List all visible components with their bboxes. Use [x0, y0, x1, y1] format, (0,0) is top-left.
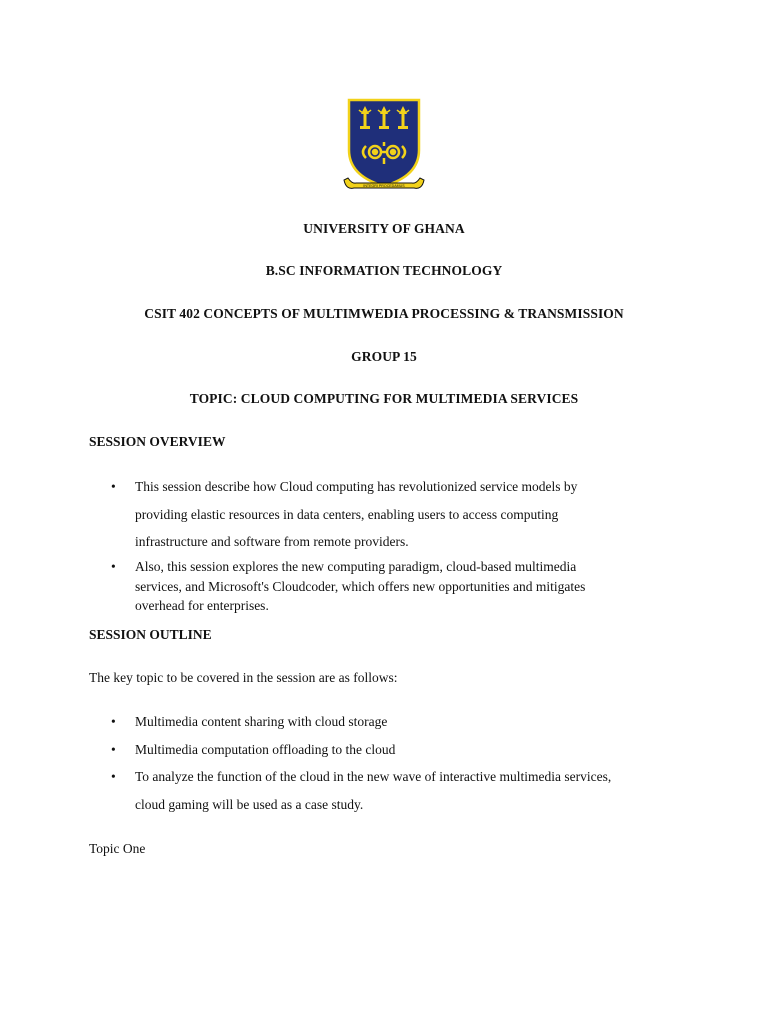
bullet-icon: •: [111, 769, 116, 784]
overview-list-continued: [89, 557, 679, 616]
bullet-icon: •: [111, 714, 116, 729]
university-crest-logo: [342, 98, 426, 198]
overview-list: [89, 473, 679, 556]
bullet-icon: •: [111, 479, 116, 494]
list-item-line: Also, this session explores the new computing paradigm, cloud-based multimedia: [135, 559, 577, 574]
topic-one-label: Topic One: [89, 841, 146, 856]
list-item-line: infrastructure and software from remote providers.: [135, 534, 409, 549]
list-item-line: Multimedia content sharing with cloud storage: [135, 714, 388, 729]
session-outline-heading: SESSION OUTLINE: [89, 627, 212, 642]
list-item-line: This session describe how Cloud computing has revolutionized service models by: [135, 479, 578, 494]
list-item: [89, 557, 679, 616]
crest-motto-text: INTEGRI PROCEDAMUS: [363, 184, 405, 188]
list-item-line: Multimedia computation offloading to the cloud: [135, 741, 396, 757]
list-item: [89, 763, 679, 818]
bullet-icon: •: [111, 559, 116, 574]
course-title: CSIT 402 CONCEPTS OF MULTIMWEDIA PROCESSING & TRANSMISSION: [144, 306, 624, 321]
programme-name: B.SC INFORMATION TECHNOLOGY: [265, 263, 503, 278]
list-item-line: To analyze the function of the cloud in the new wave of interactive multimedia services,: [135, 769, 612, 784]
list-item: [89, 708, 679, 736]
list-item-line: providing elastic resources in data centers, enabling users to access computing: [135, 506, 559, 522]
group-number: GROUP 15: [351, 349, 417, 364]
bullet-icon: •: [111, 741, 116, 757]
university-name: UNIVERSITY OF GHANA: [303, 221, 465, 236]
topic-title: TOPIC: CLOUD COMPUTING FOR MULTIMEDIA SERVICES: [189, 391, 579, 406]
list-item-line: overhead for enterprises.: [135, 598, 269, 613]
list-item-line: services, and Microsoft's Cloudcoder, which offers new opportunities and mitigates: [135, 578, 586, 594]
list-item: [89, 473, 679, 556]
crest-pillars: [359, 106, 409, 129]
list-item-line: cloud gaming will be used as a case study.: [135, 796, 364, 812]
outline-list: [89, 708, 679, 818]
outline-intro: The key topic to be covered in the session are as follows:: [89, 670, 398, 685]
session-overview-heading: SESSION OVERVIEW: [89, 434, 226, 449]
list-item: [89, 736, 679, 764]
